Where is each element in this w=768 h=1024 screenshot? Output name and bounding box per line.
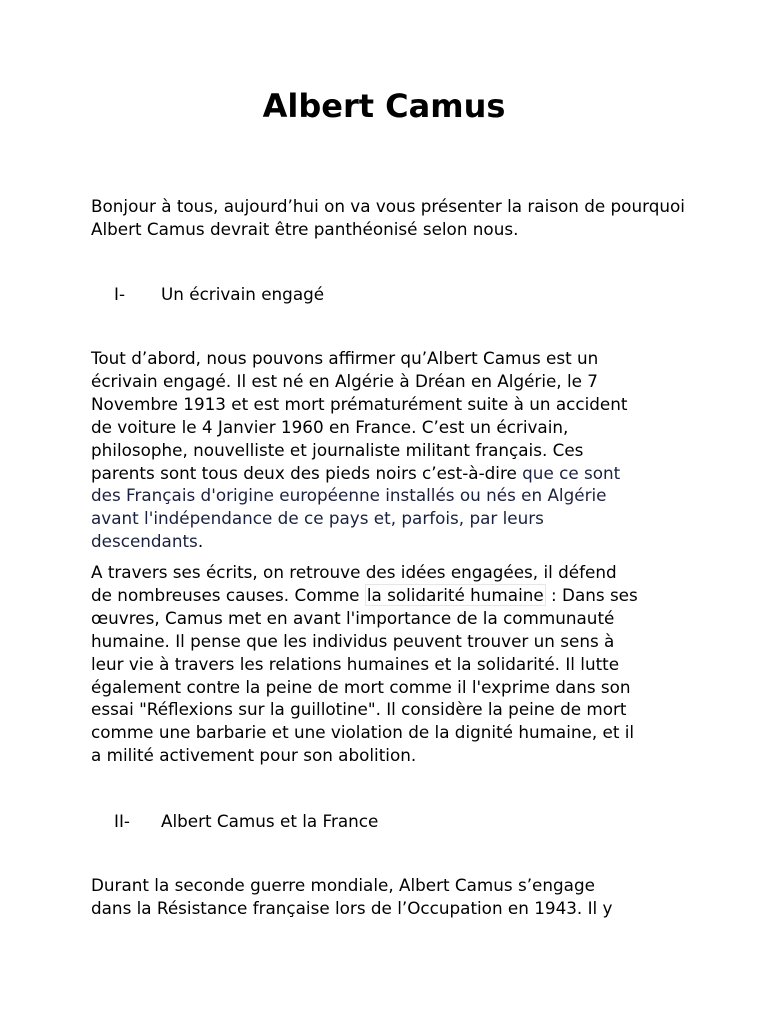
paragraph-resistance [91,874,691,920]
text-line: œuvres, Camus met en avant l'importance de la communauté [91,607,615,628]
text-line: A travers ses écrits, on retrouve des idées engagées, il défend [91,562,617,582]
text-line: humaine. Il pense que les individus peuvent trouver un sens à [91,630,615,651]
text-line: dans la Résistance française lors de l’Occupation en 1943. Il y [91,897,613,918]
text-line: de voiture le 4 Janvier 1960 en France. C’est un écrivain, [91,416,569,437]
text-line: leur vie à travers les relations humaines et la solidarité. Il lutte [91,653,620,674]
text-line: a milité activement pour son abolition. [91,745,417,766]
document-title: Albert Camus [262,87,506,125]
quoted-definition: que ce sont [522,462,621,483]
text-line: Novembre 1913 et est mort prématurément suite à un accident [91,393,628,414]
text-line: Durant la seconde guerre mondiale, Albert Camus s’engage [91,875,595,895]
section-heading-1 [114,283,324,306]
section-title: Un écrivain engagé [161,284,325,304]
paragraph-ecrivain-engage [91,347,691,553]
text-line [91,462,691,485]
quoted-definition: descendants [91,531,198,552]
text-segment: : Dans ses [545,584,638,605]
text-line: philosophe, nouvelliste et journaliste militant français. Ces [91,439,584,460]
section-heading-2 [114,810,378,833]
text-line: Tout d’abord, nous pouvons affirmer qu’Albert Camus est un [91,348,599,368]
text-segment: parents sont tous deux des pieds noirs c’est-à-dire [91,462,523,483]
text-line: comme une barbarie et une violation de la dignité humaine, et il [91,722,635,743]
quoted-definition: avant l'indépendance de ce pays et, parfois, par leurs [91,508,544,529]
text-segment: de nombreuses causes. Comme [91,584,365,605]
text-line [91,584,691,607]
text-line: également contre la peine de mort comme il l'exprime dans son [91,676,631,697]
paragraph-causes [91,561,691,767]
section-number: II- [114,811,130,831]
section-number: I- [114,284,126,304]
text-line: écrivain engagé. Il est né en Algérie à Dréan en Algérie, le 7 [91,370,598,391]
quoted-definition: des Français d'origine européenne installés ou nés en Algérie [91,485,607,506]
section-title: Albert Camus et la France [161,811,379,831]
intro-paragraph: Bonjour à tous, aujourd’hui on va vous présenter la raison de pourquoi Albert Camus devrait être panthéonisé selon nous. [91,196,685,239]
text-segment: . [197,531,204,552]
text-line: essai "Réflexions sur la guillotine". Il considère la peine de mort [91,699,627,720]
solidarite-link[interactable]: la solidarité humaine [366,584,544,605]
text-line [91,530,691,553]
